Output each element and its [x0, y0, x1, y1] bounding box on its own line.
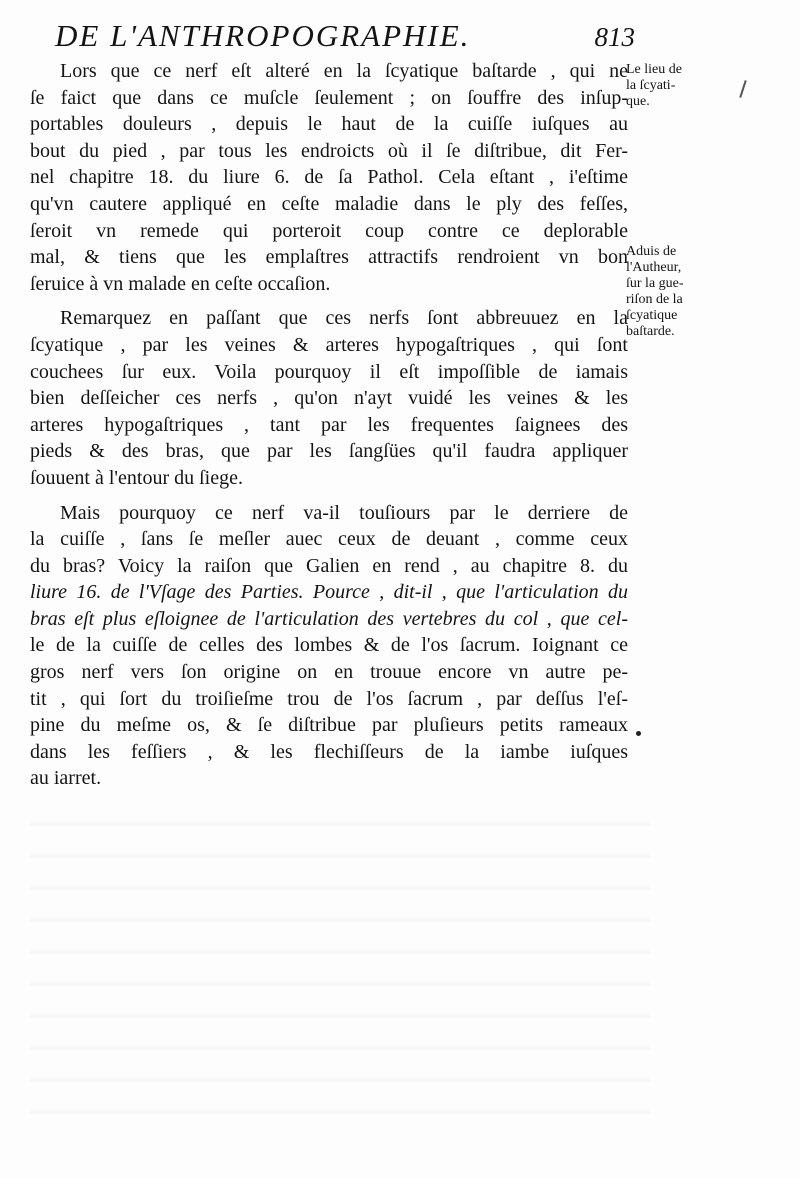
text-line: le de la cuiſſe de celles des lombes & de l'os ſacrum. Ioignant ce: [30, 634, 628, 657]
text-line: mal, & tiens que les emplaſtres attractifs rendroient vn bon: [30, 246, 628, 269]
running-title: DE L'ANTHROPOGRAPHIE.: [55, 18, 471, 53]
text-line: gros nerf vers ſon origine on en trouue encore vn autre pe-: [30, 661, 628, 684]
margin-note-line: que.: [626, 94, 650, 109]
ink-speck: [636, 731, 641, 736]
show-through-texture: [30, 800, 650, 1140]
page-header: [55, 18, 635, 58]
paragraph-gap: [30, 492, 628, 500]
body-text: [30, 58, 628, 792]
text-line: la cuiſſe , ſans ſe meſler auec ceux de deuant , comme ceux: [30, 528, 628, 551]
text-line: ſe faict que dans ce muſcle ſeulement ; on ſouffre des inſup-: [30, 86, 628, 109]
text-line: bien deſſeicher ces nerfs , qu'on n'ayt vuidé les veines & les: [30, 387, 628, 410]
page-number: 813: [594, 22, 635, 52]
margin-note-line: la ſcyati-: [626, 78, 676, 93]
text-line: Lors que ce nerf eſt alteré en la ſcyatique baſtarde , qui ne: [60, 60, 628, 82]
text-line: nel chapitre 18. du liure 6. de ſa Pathol. Cela eſtant , i'eſtime: [30, 166, 628, 189]
text-line: ſcyatique , par les veines & arteres hypogaſtriques , qui ſont: [30, 333, 628, 356]
text-line: liure 16. de l'Vſage des Parties. Pource , dit-il , que l'articulation du: [30, 581, 628, 604]
text-line: portables douleurs , depuis le haut de la cuiſſe iuſques au: [30, 113, 628, 136]
text-line: bout du pied , par tous les endroicts où il ſe diſtribue, dit Fer-: [30, 139, 628, 162]
text-line: Remarquez en paſſant que ces nerfs ſont abbreuuez en la: [60, 307, 628, 330]
text-line: qu'vn cautere appliqué en ceſte maladie dans le ply des feſſes,: [30, 192, 628, 215]
margin-note-lieu: [626, 62, 716, 110]
text-line: du bras? Voicy la raiſon que Galien en rend , au chapitre 8. du: [30, 554, 628, 577]
text-line: pieds & des bras, que par les ſangſües qu'il faudra appliquer: [30, 440, 628, 463]
text-line: ſouuent à l'entour du ſiege.: [30, 466, 243, 489]
text-line: dans les feſſiers , & les flechiſſeurs de la iambe iuſques: [30, 740, 628, 763]
text-line: pine du meſme os, & ſe diſtribue par pluſieurs petits rameaux: [30, 714, 628, 737]
margin-note-aduis: [626, 244, 716, 340]
text-line: ſeruice à vn malade en ceſte occaſion.: [30, 272, 331, 295]
margin-note-line: l'Autheur,: [626, 260, 682, 275]
margin-note-line: ſur la gue-: [626, 276, 684, 291]
ink-stroke-mark: [739, 80, 746, 98]
margin-note-line: ſcyatique: [626, 308, 678, 323]
text-line: au iarret.: [30, 767, 102, 790]
margin-note-line: riſon de la: [626, 292, 683, 307]
paragraph-gap: [30, 297, 628, 305]
margin-note-line: Aduis de: [626, 244, 677, 259]
margin-note-line: baſtarde.: [626, 324, 675, 339]
text-line: Mais pourquoy ce nerf va-il touſiours par le derriere de: [60, 501, 628, 524]
margin-note-line: Le lieu de: [626, 62, 682, 77]
text-line: bras eſt plus eſloignee de l'articulation des vertebres du col , que cel-: [30, 607, 628, 630]
text-line: tit , qui ſort du troiſieſme trou de l'os ſacrum , par deſſus l'eſ-: [30, 687, 628, 710]
text-line: ſeroit vn remede qui porteroit coup contre ce deplorable: [30, 219, 628, 242]
text-line: couchees ſur eux. Voila pourquoy il eſt impoſſible de iamais: [30, 360, 628, 383]
text-line: arteres hypogaſtriques , tant par les frequentes ſaignees des: [30, 413, 628, 436]
